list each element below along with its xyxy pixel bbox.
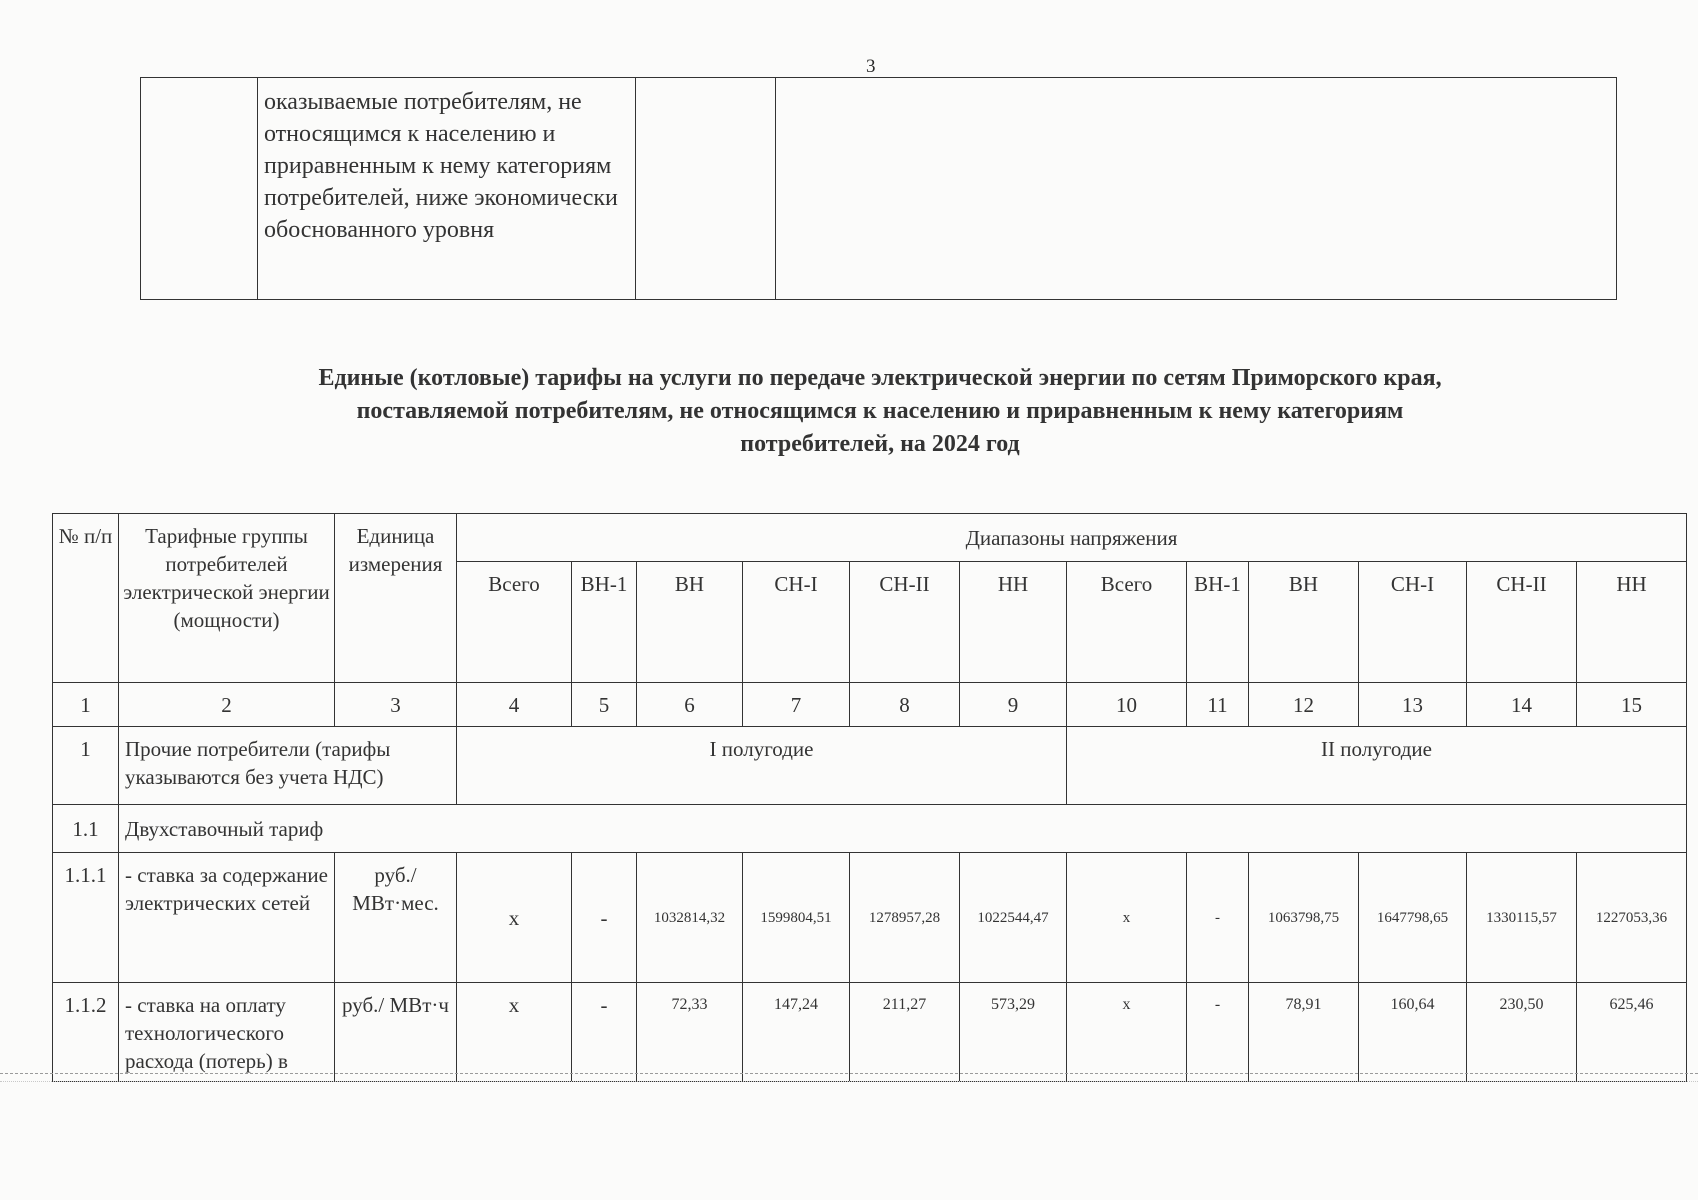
column-number: 3 <box>335 683 457 727</box>
row-name: - ставка за содержание электрических сетей <box>119 853 335 983</box>
row-num: 1 <box>53 727 119 805</box>
scan-divider <box>0 1073 1698 1074</box>
heading-line-2: поставляемой потребителям, не относящимся к населению и приравненным к нему категориям <box>356 398 1404 424</box>
value-cell: - <box>572 983 637 1082</box>
header-sub: СН-I <box>743 562 850 683</box>
value-cell: 72,33 <box>637 983 743 1082</box>
table-row <box>53 727 1687 805</box>
table-heading <box>180 362 1580 461</box>
continuation-table <box>140 77 1617 300</box>
value-cell: 211,27 <box>850 983 960 1082</box>
value-cell: - <box>572 853 637 983</box>
value-cell: 230,50 <box>1467 983 1577 1082</box>
column-number: 12 <box>1249 683 1359 727</box>
column-number: 8 <box>850 683 960 727</box>
header-groups: Тарифные группы потребителей электрической энергии (мощности) <box>119 514 335 683</box>
continuation-cell-unit <box>636 78 776 300</box>
row-num: 1.1.2 <box>53 983 119 1082</box>
row-name: Прочие потребители (тарифы указываются без учета НДС) <box>119 727 457 805</box>
value-cell: 1278957,28 <box>850 853 960 983</box>
column-number: 15 <box>1577 683 1687 727</box>
header-sub: Всего <box>457 562 572 683</box>
row-name: - ставка на оплату технологического расхода (потерь) в <box>119 983 335 1082</box>
row-name: Двухставочный тариф <box>119 805 1687 853</box>
tariff-table <box>52 513 1687 1082</box>
continuation-cell-num <box>141 78 258 300</box>
row-unit: руб./ МВт·мес. <box>335 853 457 983</box>
header-sub: НН <box>1577 562 1687 683</box>
header-sub: СН-I <box>1359 562 1467 683</box>
column-number: 4 <box>457 683 572 727</box>
value-cell: 1330115,57 <box>1467 853 1577 983</box>
value-cell: 1022544,47 <box>960 853 1067 983</box>
row-num: 1.1.1 <box>53 853 119 983</box>
header-sub: ВН-1 <box>572 562 637 683</box>
header-voltage-ranges: Диапазоны напряжения <box>457 514 1687 562</box>
column-number: 5 <box>572 683 637 727</box>
table-row <box>53 853 1687 983</box>
heading-line-3: потребителей, на 2024 год <box>740 431 1020 457</box>
value-cell: - <box>1187 853 1249 983</box>
value-cell: - <box>1187 983 1249 1082</box>
column-number: 7 <box>743 683 850 727</box>
column-number: 13 <box>1359 683 1467 727</box>
value-cell: 573,29 <box>960 983 1067 1082</box>
table-row <box>53 805 1687 853</box>
column-number: 6 <box>637 683 743 727</box>
page-number: 3 <box>866 56 876 77</box>
half-year-2: II полугодие <box>1067 727 1687 805</box>
heading-line-1: Единые (котловые) тарифы на услуги по передаче электрической энергии по сетям Приморского края, <box>318 365 1442 391</box>
header-sub: ВН <box>1249 562 1359 683</box>
header-sub: НН <box>960 562 1067 683</box>
value-cell: х <box>1067 853 1187 983</box>
scan-divider <box>0 1081 1698 1082</box>
value-cell: 1063798,75 <box>1249 853 1359 983</box>
value-cell: 1647798,65 <box>1359 853 1467 983</box>
header-sub: СН-II <box>1467 562 1577 683</box>
value-cell: 625,46 <box>1577 983 1687 1082</box>
header-sub: ВН <box>637 562 743 683</box>
header-sub: Всего <box>1067 562 1187 683</box>
value-cell: х <box>1067 983 1187 1082</box>
header-num: № п/п <box>53 514 119 683</box>
value-cell: 1032814,32 <box>637 853 743 983</box>
row-unit: руб./ МВт·ч <box>335 983 457 1082</box>
column-number: 10 <box>1067 683 1187 727</box>
header-sub: СН-II <box>850 562 960 683</box>
column-number: 2 <box>119 683 335 727</box>
half-year-1: I полугодие <box>457 727 1067 805</box>
column-number: 14 <box>1467 683 1577 727</box>
value-cell: х <box>457 983 572 1082</box>
value-cell: 78,91 <box>1249 983 1359 1082</box>
value-cell: 147,24 <box>743 983 850 1082</box>
header-sub: ВН-1 <box>1187 562 1249 683</box>
continuation-cell-text: оказываемые потребителям, не относящимся к населению и приравненным к нему категориям потребителей, ниже экономически обоснованного уровня <box>258 78 636 300</box>
continuation-cell-value <box>776 78 1617 300</box>
value-cell: 1599804,51 <box>743 853 850 983</box>
table-row <box>53 983 1687 1082</box>
header-unit: Единица измерения <box>335 514 457 683</box>
value-cell: 1227053,36 <box>1577 853 1687 983</box>
value-cell: х <box>457 853 572 983</box>
value-cell: 160,64 <box>1359 983 1467 1082</box>
row-num: 1.1 <box>53 805 119 853</box>
column-number: 11 <box>1187 683 1249 727</box>
column-number: 1 <box>53 683 119 727</box>
column-number: 9 <box>960 683 1067 727</box>
